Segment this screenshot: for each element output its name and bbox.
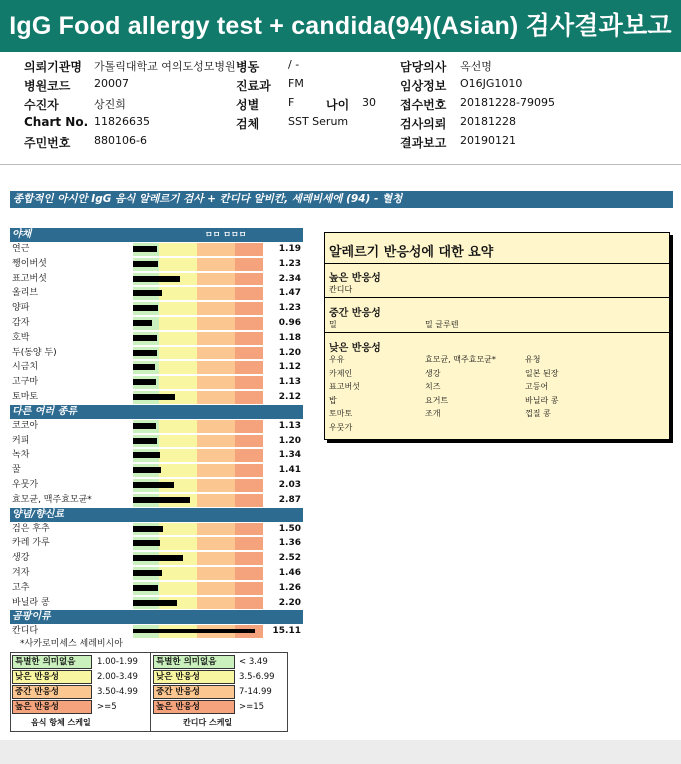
summary-title: 알레르기 반응성에 대한 요약 bbox=[329, 245, 494, 260]
reactivity-scale bbox=[133, 567, 263, 580]
food-name: 카레 가루 bbox=[12, 538, 50, 549]
food-name: 검은 후추 bbox=[12, 523, 50, 534]
result-value: 1.50 bbox=[278, 523, 301, 534]
institution-label: 의뢰기관명 bbox=[24, 60, 82, 74]
scale-zone bbox=[159, 361, 197, 374]
food-name: 토마토 bbox=[12, 392, 39, 402]
section-title: 종합적인 아시안 IgG 음식 알레르기 검사 + 칸디다 알비칸, 세레비세에 (94) - 혈청 bbox=[10, 191, 673, 208]
sex-value: F bbox=[288, 96, 295, 109]
reactivity-scale bbox=[133, 376, 263, 389]
scale-zone bbox=[197, 479, 235, 492]
id-value: 880106-6 bbox=[94, 134, 147, 147]
scale-zone bbox=[197, 582, 235, 595]
scale-zone bbox=[235, 243, 263, 256]
legend-range: 7-14.99 bbox=[239, 687, 272, 697]
scale-zone bbox=[235, 537, 263, 550]
result-row bbox=[10, 566, 303, 581]
scale-zone bbox=[235, 302, 263, 315]
result-value: 1.20 bbox=[278, 435, 301, 446]
doctor-value: 옥선명 bbox=[460, 60, 492, 73]
food-name: 쨍이버섯 bbox=[12, 258, 47, 269]
value-bar bbox=[133, 570, 162, 576]
summary-divider bbox=[325, 297, 669, 298]
reactivity-scale bbox=[133, 273, 263, 286]
reactivity-scale bbox=[133, 523, 263, 536]
category-header: 양념/향신료 bbox=[10, 508, 303, 522]
legend-divider bbox=[150, 653, 151, 731]
value-bar bbox=[133, 438, 157, 444]
result-value: 1.36 bbox=[278, 538, 301, 549]
scale-zone bbox=[235, 494, 263, 507]
value-bar bbox=[133, 246, 157, 252]
result-row bbox=[10, 596, 303, 611]
report-title: IgG Food allergy test + candida(94)(Asian) 검사결과보고서 bbox=[0, 0, 681, 52]
summary-item: 껍질 콩 bbox=[525, 409, 551, 418]
reactivity-scale bbox=[133, 537, 263, 550]
scale-zone bbox=[235, 376, 263, 389]
value-bar bbox=[133, 379, 156, 385]
legend-swatch: 중간 반응성 bbox=[12, 685, 92, 699]
reactivity-scale bbox=[133, 258, 263, 271]
summary-item: 밀 bbox=[329, 320, 337, 329]
result-row bbox=[10, 463, 303, 478]
legend-range: < 3.49 bbox=[239, 657, 268, 667]
summary-item: 우뭇가 bbox=[329, 422, 353, 432]
page-footer-area bbox=[0, 740, 681, 764]
legend-range: 2.00-3.49 bbox=[97, 672, 138, 682]
value-bar bbox=[133, 585, 158, 591]
value-bar bbox=[133, 629, 255, 633]
footnote: *사카로미세스 세레비시아 bbox=[20, 639, 123, 649]
legend-range: 1.00-1.99 bbox=[97, 657, 138, 667]
result-row bbox=[10, 242, 303, 257]
summary-item: 바닐라 콩 bbox=[525, 395, 559, 405]
food-name: 올리브 bbox=[12, 288, 39, 299]
legend-swatch: 특별한 의미없음 bbox=[12, 655, 92, 669]
scale-zone bbox=[197, 494, 235, 507]
department-value: FM bbox=[288, 77, 304, 90]
result-row bbox=[10, 551, 303, 566]
result-row bbox=[10, 286, 303, 301]
food-name: 두(동양 두) bbox=[12, 347, 57, 358]
result-row bbox=[10, 448, 303, 463]
food-name: 겨자 bbox=[12, 568, 30, 578]
scale-zone bbox=[197, 597, 235, 610]
reactivity-scale bbox=[133, 347, 263, 360]
scale-zone bbox=[159, 464, 197, 477]
scale-zone bbox=[235, 597, 263, 610]
chart-label: Chart No. bbox=[24, 115, 89, 129]
value-bar bbox=[133, 335, 157, 341]
department-label: 진료과 bbox=[236, 79, 271, 93]
value-bar bbox=[133, 497, 190, 503]
scale-zone bbox=[235, 332, 263, 345]
reactivity-scale bbox=[133, 287, 263, 300]
chart-value: 11826635 bbox=[94, 115, 150, 128]
scale-zone bbox=[197, 287, 235, 300]
value-bar bbox=[133, 290, 162, 296]
scale-zone bbox=[159, 582, 197, 595]
info-divider bbox=[0, 164, 681, 165]
legend-range: 3.50-4.99 bbox=[97, 687, 138, 697]
scale-header: ㅁㅁ ㅁㅁㅁ bbox=[205, 230, 247, 239]
scale-zone bbox=[235, 273, 263, 286]
result-row bbox=[10, 360, 303, 375]
food-name: 고추 bbox=[12, 582, 30, 593]
value-bar bbox=[133, 320, 152, 326]
scale-zone bbox=[235, 582, 263, 595]
clinical-info-label: 임상정보 bbox=[400, 79, 447, 93]
food-name: 생강 bbox=[12, 553, 30, 564]
scale-zone bbox=[159, 243, 197, 256]
scale-zone bbox=[197, 552, 235, 565]
patient-info bbox=[0, 52, 681, 164]
category-header: 야채 ㅁㅁ ㅁㅁㅁ bbox=[10, 228, 303, 242]
legend-swatch: 높은 반응성 bbox=[153, 700, 235, 714]
age-label: 나이 bbox=[326, 98, 350, 112]
info-row-5 bbox=[0, 134, 681, 153]
summary-item: 생강 bbox=[425, 368, 441, 378]
summary-panel bbox=[324, 232, 670, 440]
summary-item: 우유 bbox=[329, 355, 345, 364]
result-value: 1.13 bbox=[278, 420, 301, 431]
summary-group-label: 중간 반응성 bbox=[329, 308, 381, 319]
food-name: 효모균, 맥주효모균* bbox=[12, 494, 92, 505]
reactivity-scale bbox=[133, 464, 263, 477]
scale-zone bbox=[197, 523, 235, 536]
result-row bbox=[10, 522, 303, 537]
scale-zone bbox=[197, 317, 235, 330]
result-value: 1.18 bbox=[278, 332, 301, 343]
scale-zone bbox=[197, 464, 235, 477]
scale-zone bbox=[197, 420, 235, 433]
legend-swatch: 낮은 반응성 bbox=[12, 670, 92, 684]
info-row-4 bbox=[0, 115, 681, 134]
value-bar bbox=[133, 452, 160, 458]
scale-zone bbox=[197, 391, 235, 404]
specimen-label: 검체 bbox=[236, 117, 260, 131]
reactivity-scale bbox=[133, 435, 263, 448]
value-bar bbox=[133, 540, 160, 546]
result-value: 2.12 bbox=[278, 392, 301, 402]
hospital-code-label: 병원코드 bbox=[24, 79, 71, 93]
scale-zone bbox=[235, 479, 263, 492]
summary-item: 요거트 bbox=[425, 395, 449, 405]
scale-zone bbox=[235, 420, 263, 433]
result-value: 1.46 bbox=[278, 568, 301, 578]
value-bar bbox=[133, 394, 175, 400]
food-name: 연근 bbox=[12, 244, 30, 254]
result-row bbox=[10, 272, 303, 287]
ward-label: 병동 bbox=[236, 60, 260, 74]
result-value: 15.11 bbox=[272, 626, 301, 637]
scale-zone bbox=[197, 376, 235, 389]
value-bar bbox=[133, 305, 158, 311]
scale-zone bbox=[159, 567, 197, 580]
reactivity-scale bbox=[133, 420, 263, 433]
scale-zone bbox=[159, 376, 197, 389]
info-row-3 bbox=[0, 96, 681, 115]
legend-range: >=5 bbox=[97, 702, 117, 712]
food-name: 녹차 bbox=[12, 450, 30, 461]
scale-zone bbox=[235, 287, 263, 300]
result-value: 2.20 bbox=[278, 597, 301, 608]
scale-zone bbox=[159, 258, 197, 271]
summary-item: 조개 bbox=[425, 409, 441, 418]
legend-swatch: 중간 반응성 bbox=[153, 685, 235, 699]
food-name: 꿀 bbox=[12, 465, 21, 476]
scale-zone bbox=[235, 567, 263, 580]
scale-zone bbox=[159, 332, 197, 345]
scale-zone bbox=[197, 361, 235, 374]
scale-zone bbox=[235, 435, 263, 448]
scale-zone bbox=[235, 464, 263, 477]
food-name: 양파 bbox=[12, 303, 30, 314]
summary-item: 일본 된장 bbox=[525, 368, 559, 378]
legend-swatch: 낮은 반응성 bbox=[153, 670, 235, 684]
summary-divider bbox=[325, 263, 669, 264]
scale-zone bbox=[235, 552, 263, 565]
reactivity-scale bbox=[133, 582, 263, 595]
patient-label: 수진자 bbox=[24, 98, 59, 112]
result-value: 1.26 bbox=[278, 582, 301, 593]
summary-item: 표고버섯 bbox=[329, 382, 360, 391]
food-name: 호박 bbox=[12, 332, 30, 343]
scale-zone bbox=[159, 435, 197, 448]
summary-group-label: 낮은 반응성 bbox=[329, 343, 381, 354]
sex-label: 성별 bbox=[236, 98, 260, 112]
value-bar bbox=[133, 364, 155, 370]
hospital-code-value: 20007 bbox=[94, 77, 129, 90]
food-name: 표고버섯 bbox=[12, 273, 47, 284]
value-bar bbox=[133, 467, 161, 473]
food-name: 감자 bbox=[12, 318, 30, 328]
scale-zone bbox=[197, 302, 235, 315]
result-row bbox=[10, 536, 303, 551]
legend-range: 3.5-6.99 bbox=[239, 672, 275, 682]
receipt-label: 접수번호 bbox=[400, 98, 447, 112]
scale-zone bbox=[159, 449, 197, 462]
institution-value: 가톨릭대학교 여의도성모병원 bbox=[94, 60, 236, 73]
reactivity-scale bbox=[133, 361, 263, 374]
summary-item: 밥 bbox=[329, 395, 337, 405]
result-value: 1.23 bbox=[278, 303, 301, 314]
age-value: 30 bbox=[362, 96, 376, 109]
scale-zone bbox=[159, 523, 197, 536]
result-value: 1.47 bbox=[278, 288, 301, 299]
summary-item: 밀 글루텐 bbox=[425, 320, 459, 329]
doctor-label: 담당의사 bbox=[400, 60, 447, 74]
specimen-value: SST Serum bbox=[288, 115, 349, 128]
result-value: 1.12 bbox=[278, 362, 301, 373]
scale-zone bbox=[235, 391, 263, 404]
info-row-1 bbox=[0, 58, 681, 77]
scale-zone bbox=[159, 302, 197, 315]
legend-swatch: 높은 반응성 bbox=[12, 700, 92, 714]
value-bar bbox=[133, 276, 180, 282]
summary-item: 유청 bbox=[525, 355, 541, 364]
report-date-label: 결과보고 bbox=[400, 136, 447, 150]
value-bar bbox=[133, 482, 174, 488]
reactivity-scale bbox=[133, 625, 263, 638]
value-bar bbox=[133, 350, 157, 356]
result-row bbox=[10, 493, 303, 508]
legend-range: >=15 bbox=[239, 702, 265, 712]
result-row bbox=[10, 390, 303, 405]
legend-swatch: 특별한 의미없음 bbox=[153, 655, 235, 669]
reactivity-scale bbox=[133, 479, 263, 492]
reactivity-scale bbox=[133, 317, 263, 330]
reactivity-scale bbox=[133, 332, 263, 345]
value-bar bbox=[133, 423, 156, 429]
scale-zone bbox=[235, 317, 263, 330]
scale-zone bbox=[235, 449, 263, 462]
result-row bbox=[10, 316, 303, 331]
result-value: 2.03 bbox=[278, 480, 301, 490]
scale-zone bbox=[159, 317, 197, 330]
food-name: 칸디다 bbox=[12, 626, 39, 637]
result-value: 2.87 bbox=[278, 494, 301, 505]
food-name: 우뭇가 bbox=[12, 480, 39, 490]
scale-zone bbox=[197, 537, 235, 550]
report-date-value: 20190121 bbox=[460, 134, 516, 147]
scale-zone bbox=[159, 420, 197, 433]
summary-divider bbox=[325, 332, 669, 333]
result-row bbox=[10, 257, 303, 272]
result-row bbox=[10, 331, 303, 346]
scale-zone bbox=[159, 287, 197, 300]
info-row-2 bbox=[0, 77, 681, 96]
result-row bbox=[10, 346, 303, 361]
receipt-value: 20181228-79095 bbox=[460, 96, 555, 109]
reactivity-scale bbox=[133, 243, 263, 256]
scale-zone bbox=[235, 347, 263, 360]
food-name: 코코아 bbox=[12, 420, 39, 431]
summary-item: 고등어 bbox=[525, 382, 549, 391]
reactivity-scale bbox=[133, 494, 263, 507]
scale-zone bbox=[197, 435, 235, 448]
result-row bbox=[10, 581, 303, 596]
result-value: 1.19 bbox=[278, 244, 301, 254]
result-row bbox=[10, 301, 303, 316]
result-row bbox=[10, 434, 303, 449]
value-bar bbox=[133, 261, 158, 267]
patient-value: 상진희 bbox=[94, 98, 126, 111]
ward-value: / - bbox=[288, 58, 300, 71]
scale-zone bbox=[197, 258, 235, 271]
scale-legend bbox=[10, 652, 288, 732]
food-name: 바닐라 콩 bbox=[12, 597, 50, 608]
result-value: 1.41 bbox=[278, 465, 301, 476]
reactivity-scale bbox=[133, 302, 263, 315]
result-value: 1.13 bbox=[278, 377, 301, 388]
clinical-info-value: O16JG1010 bbox=[460, 77, 523, 90]
request-date-label: 검사의뢰 bbox=[400, 117, 447, 131]
value-bar bbox=[133, 555, 183, 561]
summary-item: 치즈 bbox=[425, 382, 441, 391]
value-bar bbox=[133, 526, 163, 532]
scale-zone bbox=[159, 347, 197, 360]
scale-zone bbox=[197, 347, 235, 360]
summary-item: 토마토 bbox=[329, 409, 353, 418]
id-label: 주민번호 bbox=[24, 136, 71, 150]
food-name: 커피 bbox=[12, 435, 30, 446]
value-bar bbox=[133, 600, 177, 606]
reactivity-scale bbox=[133, 449, 263, 462]
result-row bbox=[10, 478, 303, 493]
food-name: 고구마 bbox=[12, 377, 39, 388]
food-name: 시금치 bbox=[12, 362, 39, 373]
request-date-value: 20181228 bbox=[460, 115, 516, 128]
category-header: 다른 여러 종류 bbox=[10, 405, 303, 419]
reactivity-scale bbox=[133, 552, 263, 565]
result-value: 0.96 bbox=[278, 318, 301, 328]
scale-zone bbox=[197, 243, 235, 256]
summary-item: 효모균, 맥주효모균* bbox=[425, 355, 496, 364]
result-row bbox=[10, 375, 303, 390]
reactivity-scale bbox=[133, 597, 263, 610]
summary-item: 칸디다 bbox=[329, 285, 353, 294]
result-value: 1.23 bbox=[278, 258, 301, 269]
summary-item: 카제인 bbox=[329, 368, 353, 378]
result-row bbox=[10, 419, 303, 434]
result-value: 1.34 bbox=[278, 450, 301, 461]
summary-group-label: 높은 반응성 bbox=[329, 273, 381, 284]
candida-scale-caption: 칸디다 스케일 bbox=[183, 718, 233, 727]
scale-zone bbox=[197, 332, 235, 345]
result-value: 2.34 bbox=[278, 273, 301, 284]
food-scale-caption: 음식 항체 스케일 bbox=[31, 718, 91, 727]
scale-zone bbox=[235, 258, 263, 271]
scale-zone bbox=[159, 537, 197, 550]
scale-zone bbox=[197, 449, 235, 462]
category-header: 곰팡이류 bbox=[10, 610, 303, 624]
result-value: 2.52 bbox=[278, 553, 301, 564]
scale-zone bbox=[197, 567, 235, 580]
reactivity-scale bbox=[133, 391, 263, 404]
scale-zone bbox=[235, 361, 263, 374]
scale-zone bbox=[197, 273, 235, 286]
result-value: 1.20 bbox=[278, 347, 301, 358]
scale-zone bbox=[235, 523, 263, 536]
